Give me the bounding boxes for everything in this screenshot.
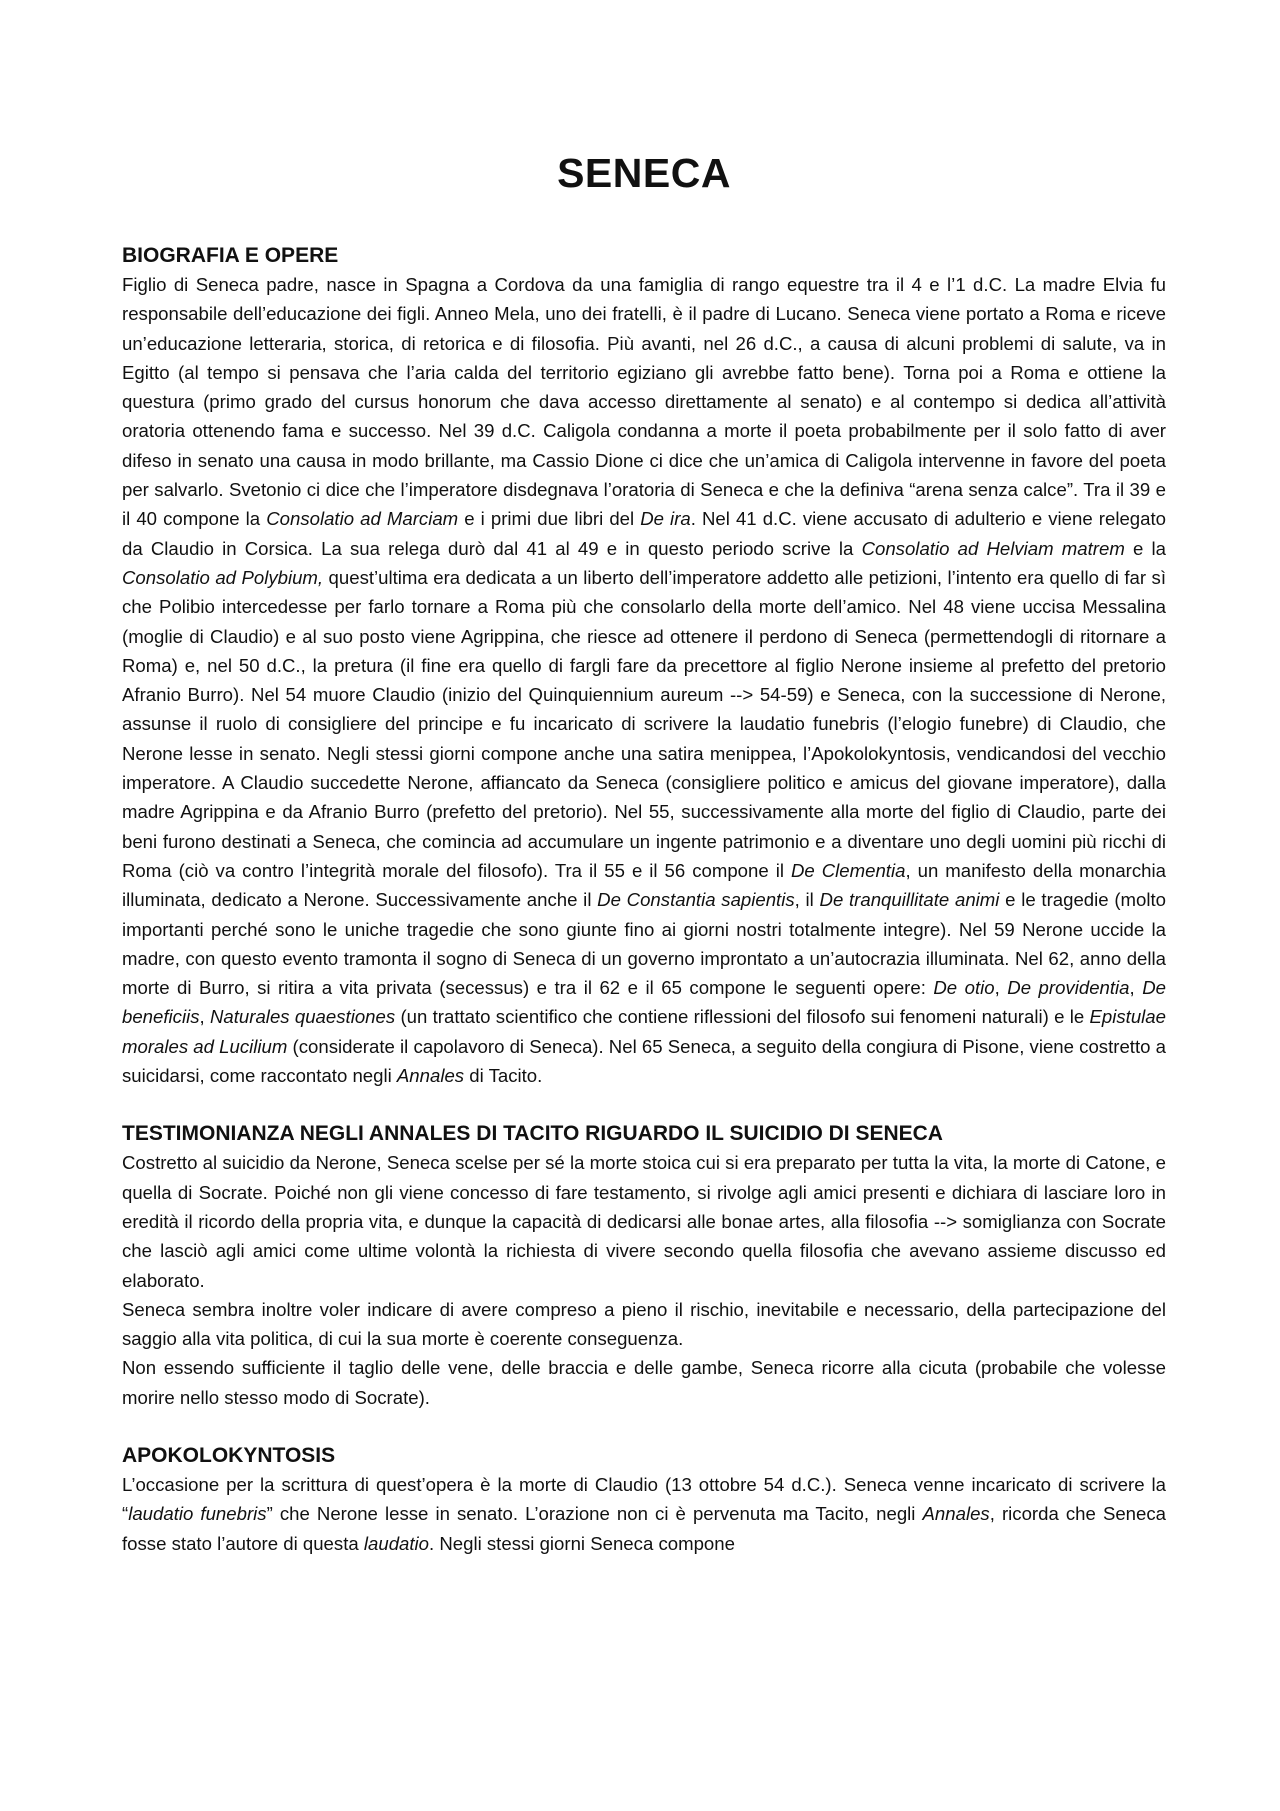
italic-text: laudatio [363,1532,430,1554]
italic-text: Consolatio ad Marciam [266,508,459,530]
section [122,1441,1166,1558]
italic-text: Naturales quaestiones [210,1006,396,1028]
text-run: e i primi due libri del [458,508,641,530]
italic-text: Consolatio ad Helviam matrem [861,537,1125,559]
text-run: , ricorda che Seneca fosse stato l’autore di questa [122,1503,1167,1554]
text-run: . Negli stessi giorni Seneca compone [429,1532,735,1554]
page-title: SENECA [557,150,731,196]
text-run: , il [794,889,820,911]
text-run: quest’ultima era dedicata a un liberto dell’imperatore addetto alle petizioni, l’intento era quello di far sì che Polibio intercedesse per farlo tornare a Roma più che consolarlo della morte dell’amico. Nel 48 viene uccisa Messalina (moglie di Claudio) e al suo posto viene Agrippina, che riesce ad ottenere il perdono di Seneca (permettendogli di ritornare a Roma) e, nel 50 d.C., la pretura (il fine era quello di fargli fare da precettore al figlio Nerone insieme al prefetto del pretorio Afranio Burro). Nel 54 muore Claudio (inizio del Quinquiennium aureum --> 54-59) e Seneca, con la successione di Nerone, assunse il ruolo di consigliere del principe e fu incaricato di scrivere la laudatio funebris (l’elogio funebre) di Claudio, che Nerone lesse in senato. Negli stessi giorni compone anche una satira menippea, l’Apokolokyntosis, vendicandosi del vecchio imperatore. A Claudio succedette Nerone, affiancato da Seneca (consigliere politico e amicus del giovane imperatore), dalla madre Agrippina e da Afranio Burro (prefetto del pretorio). Nel 55, successivamente alla morte del figlio di Claudio, parte dei beni furono destinati a Seneca, che comincia ad accumulare un ingente patrimonio e a diventare uno degli uomini più ricchi di Roma (ciò va contro l’integrità morale del filosofo). Tra il 55 e il 56 compone il [122,566,1166,881]
text-run: Figlio di Seneca padre, nasce in Spagna a Cordova da una famiglia di rango equestre tra il 4 e l’1 d.C. La madre Elvia fu responsabile dell’educazione dei figli. Anneo Mela, uno dei fratelli, è il padre di Lucano. Seneca viene portato a Roma e riceve un’educazione letteraria, storica, di retorica e di filosofia. Più avanti, nel 26 d.C., a causa di alcuni problemi di salute, va in Egitto (al tempo si pensava che l’aria calda del territorio egiziano gli avrebbe fatto bene). Torna poi a Roma e ottiene la questura (primo grado del cursus honorum che dava accesso direttamente al senato) e al contempo si dedica all’attività oratoria ottenendo fama e successo. Nel 39 d.C. Caligola condanna a morte il poeta probabilmente per il solo fatto di aver difeso in senato una causa in modo brillante, ma Cassio Dione ci dice che un’amica di Caligola intervenne in favore del poeta per salvarlo. Svetonio ci dice che l’imperatore disdegnava l’oratoria di Seneca e che la definiva “arena senza calce”. Tra il 39 e il 40 compone la [122,274,1166,530]
text-run: Seneca sembra inoltre voler indicare di avere compreso a pieno il rischio, inevitabile e necessario, della partecipazione del saggio alla vita politica, di cui la sua morte è coerente conseguenza. [122,1298,1166,1350]
paragraph [122,1148,1166,1294]
text-run: Non essendo sufficiente il taglio delle vene, delle braccia e delle gambe, Seneca ricorre alla cicuta (probabile che volesse morire nello stesso modo di Socrate). [122,1357,1166,1408]
text-run: , un manifesto della monarchia illuminata, dedicato a Nerone. Successivamente anche il [122,859,1166,911]
section [122,241,1166,1090]
text-run: . Nel 41 d.C. viene accusato di adulterio e viene relegato da Claudio in Corsica. La sua relega durò dal 41 al 49 e in questo periodo scrive la [122,508,1166,559]
paragraph [122,1470,1166,1558]
italic-text: Annales [922,1503,990,1525]
section-heading: TESTIMONIANZA NEGLI ANNALES DI TACITO RIGUARDO IL SUICIDIO DI SENECA [122,1122,943,1146]
italic-text: laudatio funebris [128,1503,267,1525]
paragraph [122,1295,1166,1354]
document-body [122,241,1166,1558]
italic-text: De Clementia [790,859,906,881]
italic-text: De otio [933,977,995,999]
italic-text: Annales [396,1065,465,1087]
italic-text: De Constantia sapientis [597,889,795,911]
italic-text: Epistulae morales ad Lucilium [122,1006,1166,1057]
italic-text: De tranquillitate animi [819,889,1000,911]
text-run: e la [1124,537,1167,559]
section [122,1119,1166,1412]
italic-text: Consolatio ad Polybium, [122,566,324,588]
text-run: , [994,977,1008,999]
text-run: e le tragedie (molto importanti perché sono le uniche tragedie che sono giunte fino ai giorni nostri totalmente integre). Nel 59 Nerone uccide la madre, con questo evento tramonta il sogno di Seneca di un governo improntato a un’autocrazia illuminata. Nel 62, anno della morte di Burro, si ritira a vita privata (secessus) e tra il 62 e il 65 compone le seguenti opere: [122,889,1166,999]
section-heading: BIOGRAFIA E OPERE [122,244,339,267]
text-run: Costretto al suicidio da Nerone, Seneca scelse per sé la morte stoica cui si era preparato per tutta la vita, la morte di Catone, e quella di Socrate. Poiché non gli viene concesso di fare testamento, si rivolge agli amici presenti e dichiara di lasciare loro in eredità il ricordo della propria vita, e dunque la capacità di dedicarsi alle bonae artes, alla filosofia --> somiglianza con Socrate che lasciò agli amici come ultime volontà la richiesta di vivere secondo quella filosofia che avevano assieme discusso ed elaborato. [122,1152,1166,1291]
text-run: (considerate il capolavoro di Seneca). Nel 65 Seneca, a seguito della congiura di Pisone, viene costretto a suicidarsi, come raccontato negli [122,1035,1166,1087]
text-run: , [1129,977,1143,999]
italic-text: De providentia [1007,977,1130,999]
text-run: (un trattato scientifico che contiene riflessioni del filosofo sui fenomeni naturali) e le [395,1006,1090,1028]
paragraph [122,1353,1166,1412]
italic-text: De beneficiis [122,977,1166,1028]
italic-text: De ira [640,508,691,530]
text-run: L’occasione per la scrittura di quest’opera è la morte di Claudio (13 ottobre 54 d.C.). Seneca venne incaricato di scrivere la “ [122,1473,1166,1525]
section-heading: APOKOLOKYNTOSIS [122,1443,336,1467]
text-run: , [199,1006,210,1028]
text-run: ” che Nerone lesse in senato. L’orazione non ci è pervenuta ma Tacito, negli [266,1503,923,1525]
paragraph [122,270,1166,1090]
text-run: di Tacito. [464,1065,543,1087]
